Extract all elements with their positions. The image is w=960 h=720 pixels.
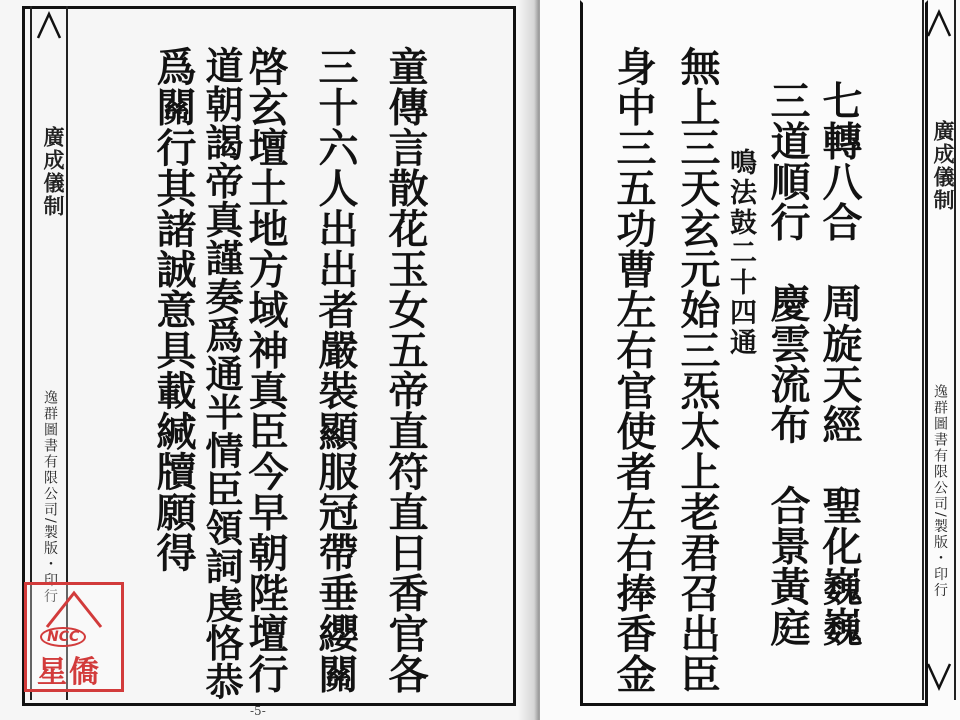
- text-column: 啓玄壇土地方域神真臣今早朝陛壇行: [242, 46, 289, 694]
- chevron-up-icon: [36, 10, 62, 40]
- text-column: 童傳言散花玉女五帝直符直日香官各: [382, 46, 429, 694]
- logo-latin-text: NCC: [40, 627, 86, 647]
- running-title: 廣成儀制: [931, 120, 956, 212]
- chevron-up-icon: [926, 8, 952, 38]
- logo-chinese-text: 星僑: [37, 655, 101, 690]
- right-margin-column: [922, 0, 956, 700]
- running-title: 廣成儀制: [41, 126, 66, 218]
- page-number: -5-: [250, 704, 266, 718]
- chevron-down-icon: [926, 662, 952, 692]
- publisher-imprint: 逸群圖書有限公司/製版・印行: [932, 384, 948, 599]
- ncc-watermark-logo: [24, 582, 124, 692]
- publisher-imprint: 逸群圖書有限公司/製版・印行: [42, 390, 58, 605]
- text-column: 七轉八合 周旋天經 聖化巍巍: [816, 80, 863, 647]
- text-column: 身中三五功曹左右官使者左右捧香金: [610, 46, 657, 694]
- text-column: 三十六人出出者嚴裝顯服冠帶垂纓關: [312, 46, 359, 694]
- text-column: 三道順行 慶雲流布 合景黃庭: [764, 80, 811, 647]
- text-column: 爲關行其諸誠意具載緘牘願得: [150, 46, 197, 573]
- text-column: 道朝謁帝真謹奏爲通半情臣領詞虔恪恭: [199, 46, 244, 701]
- text-column: 鳴法鼓二十四通: [725, 148, 756, 358]
- text-column: 無上三天玄元始三炁太上老君召出臣: [674, 46, 721, 694]
